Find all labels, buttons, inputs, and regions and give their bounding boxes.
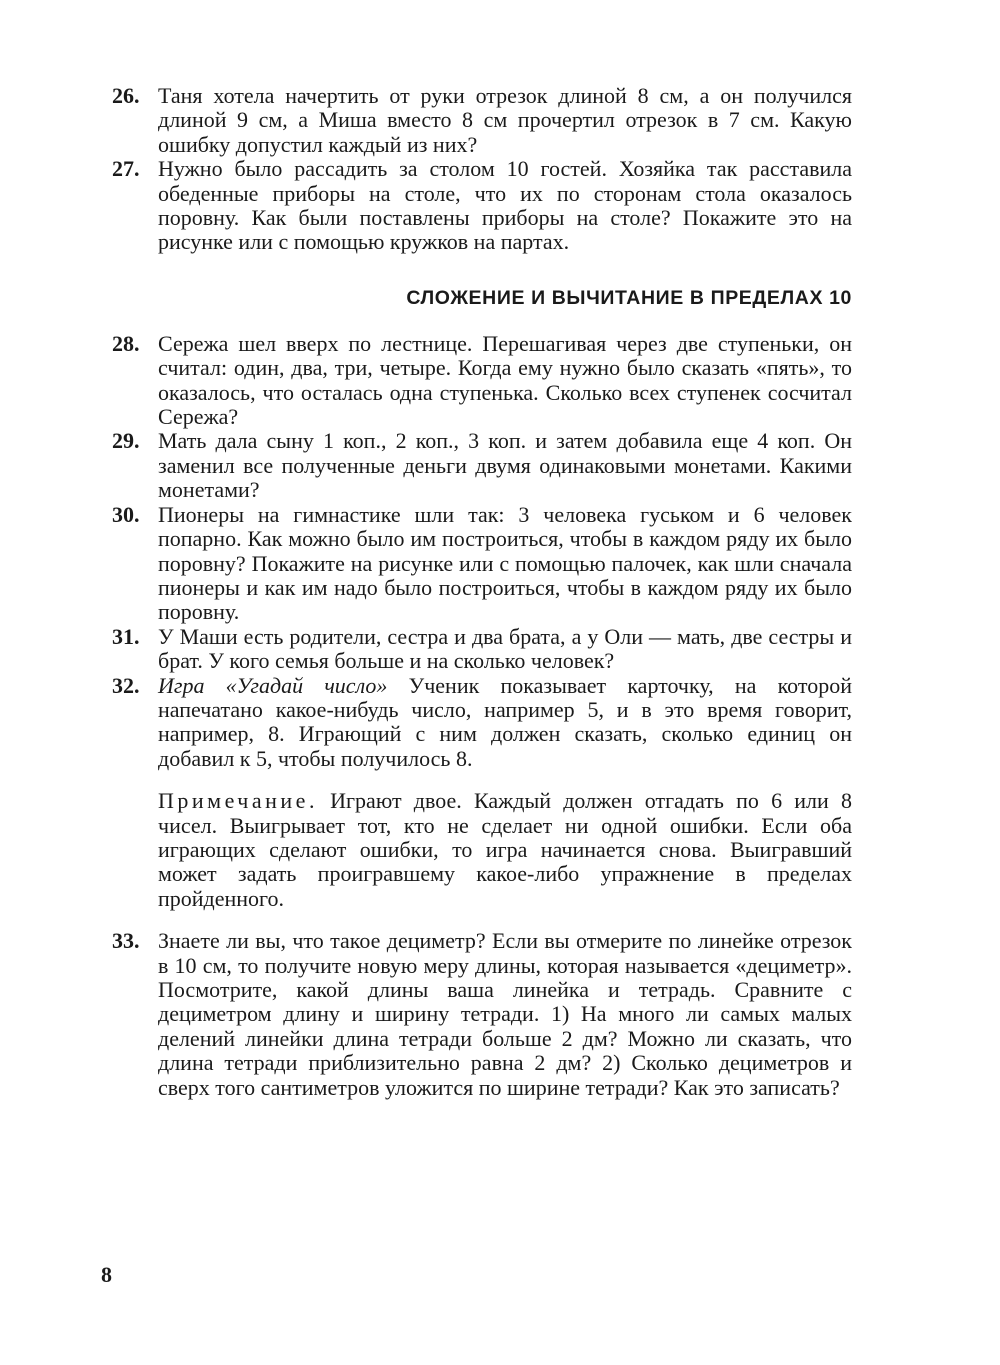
problem-text: Пионеры на гимнастике шли так: 3 человека гуськом и 6 человек попарно. Как можно было им построиться, чтобы в каждом ряду их было поровну? Покажите на рисунке или с помощью палочек, как шли сначала пионеры и как им надо было построиться, чтобы в каждом ряду их было поровну. [158,501,852,625]
problem-32 [112,674,852,772]
problem-33 [112,929,852,1100]
problem-text: Нужно было рассадить за столом 10 гостей. Хозяйка так расставила обеденные приборы на столе, что их по сторонам стола оказалось поровну. Как были поставлены приборы на столе? Покажите это на рисунке или с помощью кружков на партах. [158,156,852,255]
problem-number: 30. [112,501,140,527]
problem-text: Мать дала сыну 1 коп., 2 коп., 3 коп. и затем добавила еще 4 коп. Он заменил все полученные деньги двумя одинаковыми монетами. Какими монетами? [158,428,852,503]
game-description: Ученик показывает карточку, на которой напечатано какое-нибудь число, например 5, и в это время говорит, например, 8. Играющий с ним должен сказать, сколько единиц он добавил к 5, чтобы получилось 8. [158,672,852,771]
problem-number: 28. [112,330,140,356]
page-body [112,84,852,1100]
problem-number: 26. [112,83,140,108]
section-heading: СЛОЖЕНИЕ И ВЫЧИТАНИЕ В ПРЕДЕЛАХ 10 [406,286,852,309]
problem-text: Знаете ли вы, что такое дециметр? Если вы отмерите по линейке отрезок в 10 см, то получите новую меру длины, которая называется «дециметр». Посмотрите, какой длины ваша линейка и тетрадь. Сравните с дециметром длину и ширину тетради. 1) На много ли самых малых делений линейки длина тетради больше 2 дм? Можно ли сказать, что длина тетради приблизительно равна 2 дм? 2) Сколько дециметров и сверх того сантиметров уложится по ширине тетради? Как это записать? [158,928,852,1100]
problem-30 [112,503,852,625]
note-paragraph [112,789,852,911]
problem-29 [112,429,852,502]
problem-text: Сережа шел вверх по лестнице. Перешагивая через две ступеньки, он считал: один, два, три, четыре. Когда ему нужно было сказать «пять», то оказалось, что осталась одна ступенька. Сколько всех ступенек сосчитал Сережа? [158,330,852,430]
problem-31 [112,625,852,674]
problem-text: Таня хотела начертить от руки отрезок длиной 8 см, а он получился длиной 9 см, а Миша вместо 8 см прочертил отрезок в 7 см. Какую ошибку допустил каждый из них? [158,83,852,157]
problem-number: 32. [112,672,140,698]
problem-number: 27. [112,156,140,182]
problem-number: 33. [112,928,140,954]
problem-text [158,674,852,772]
problem-27 [112,157,852,255]
note-label: Примечание. [158,788,318,814]
note-text: Играют двое. Каждый должен отгадать по 6 или 8 чисел. Выигрывает тот, кто не сделает ни одной ошибки. Если оба играющих сделают ошибки, то игра начинается снова. Выигравший может задать проигравшему какое-либо упражнение в пределах пройденного. [158,788,852,911]
problem-text: У Маши есть родители, сестра и два брата, а у Оли — мать, две сестры и брат. У кого семья больше и на сколько человек? [158,623,852,674]
problem-number: 29. [112,428,140,454]
page-number: 8 [101,1262,112,1287]
problem-26 [112,84,852,157]
problem-number: 31. [112,623,140,649]
game-title: Игра «Угадай число» [158,672,388,698]
problem-28 [112,332,852,430]
